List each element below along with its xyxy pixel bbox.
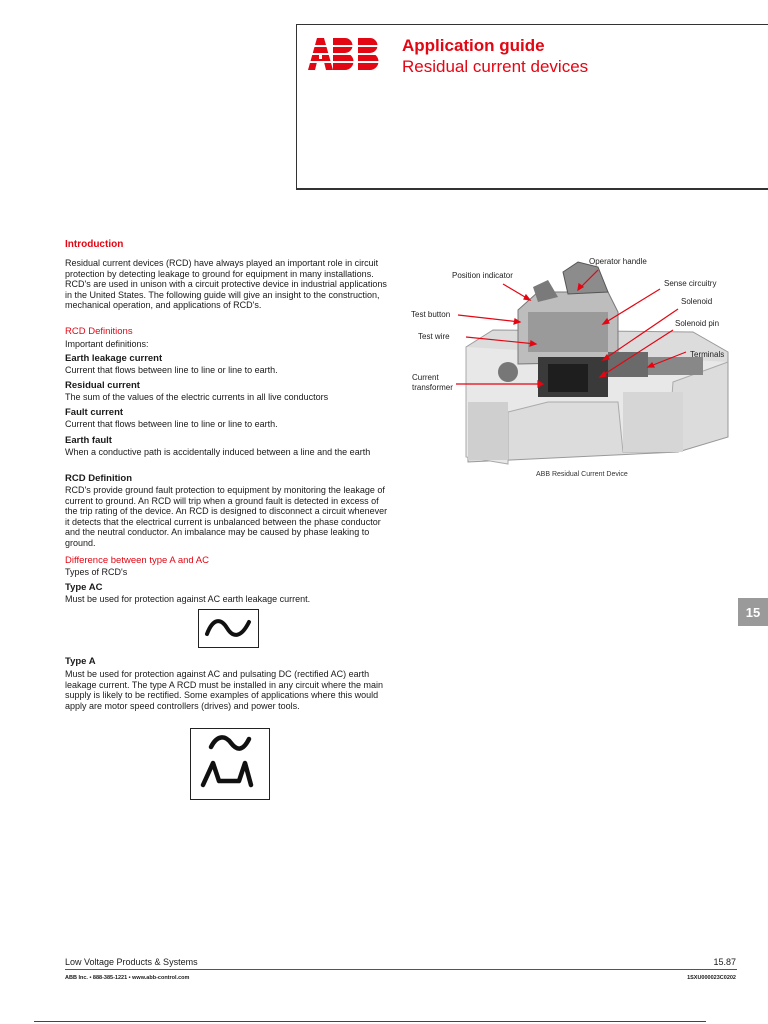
def-text: Current that flows between line to line or line to earth. [65, 365, 278, 375]
def-term: RCD Definition [65, 473, 133, 484]
type-a-term: Type A [65, 656, 96, 667]
bottom-divider [34, 1021, 706, 1022]
footer-divider [65, 969, 737, 970]
types-lead: Types of RCD's [65, 567, 128, 577]
type-ac-text: Must be used for protection against AC earth leakage current. [65, 594, 311, 604]
label-operator-handle: Operator handle [589, 257, 647, 266]
def-term: Earth fault [65, 435, 112, 446]
definitions-heading: RCD Definitions [65, 326, 133, 337]
type-a-text: Must be used for protection against AC and pulsating DC (rectified AC) earth leakage current. The type A RCD must be installed in any circuit where the main supply is likely to be rectified. Some examples of applications where this would apply are motor speed controllers (drives) and power tools. [65, 669, 383, 711]
label-terminals: Terminals [690, 350, 725, 359]
label-solenoid-pin: Solenoid pin [675, 319, 720, 328]
label-sense-circuitry: Sense circuitry [664, 279, 717, 288]
def-term: Residual current [65, 380, 140, 391]
type-ac-symbol [198, 609, 259, 648]
def-text: When a conductive path is accidentally induced between a line and the earth [65, 447, 371, 457]
footer-doc-number: 1SXU000023C0202 [687, 975, 736, 981]
label-position-indicator: Position indicator [452, 271, 513, 280]
doc-title: Application guide [402, 36, 545, 55]
section-tab: 15 [738, 598, 768, 626]
figure-caption: ABB Residual Current Device [536, 471, 628, 478]
intro-body: Residual current devices (RCD) have always played an important role in circuit protection by detecting leakage to ground for equipment in many installations. RCD's are used in unison with a circuit protective device in industrial applications in the United States. The following guide will give an insight to the construction, mechanical operation, and applications of RCD's. [65, 258, 387, 311]
footer-product-line: Low Voltage Products & Systems [65, 957, 198, 967]
label-solenoid: Solenoid [681, 297, 713, 306]
footer-contact: ABB Inc. • 888-385-1221 • www.abb-control.com [65, 975, 190, 981]
label-test-wire: Test wire [418, 332, 450, 341]
def-text: The sum of the values of the electric currents in all live conductors [65, 392, 329, 402]
def-text: Current that flows between line to line or line to earth. [65, 419, 278, 429]
def-term: Earth leakage current [65, 353, 163, 364]
def-text: RCD's provide ground fault protection to equipment by monitoring the leakage of current to ground. An RCD will trip when a ground fault is detected in excess of the trip rating of the device. An RCD is designed to disconnect a circuit whenever it detects that the electrical current is unbalanced between the phase conductor and the neutral conductor. An imbalance may be caused by phase leaking to ground. [65, 485, 388, 548]
doc-subtitle: Residual current devices [402, 57, 589, 76]
def-term: Fault current [65, 407, 124, 418]
label-current-transformer: Current [412, 373, 439, 382]
page-number: 15.87 [713, 957, 736, 967]
label-test-button: Test button [411, 310, 451, 319]
abb-logo [308, 38, 382, 70]
definitions-lead: Important definitions: [65, 339, 149, 349]
ac-wave-icon [199, 610, 258, 647]
pulsating-dc-icon [191, 729, 269, 799]
types-heading: Difference between type A and AC [65, 555, 210, 566]
intro-heading: Introduction [65, 239, 124, 250]
label-current-transformer: transformer [412, 383, 453, 392]
type-a-symbol [190, 728, 270, 800]
type-ac-term: Type AC [65, 582, 103, 593]
